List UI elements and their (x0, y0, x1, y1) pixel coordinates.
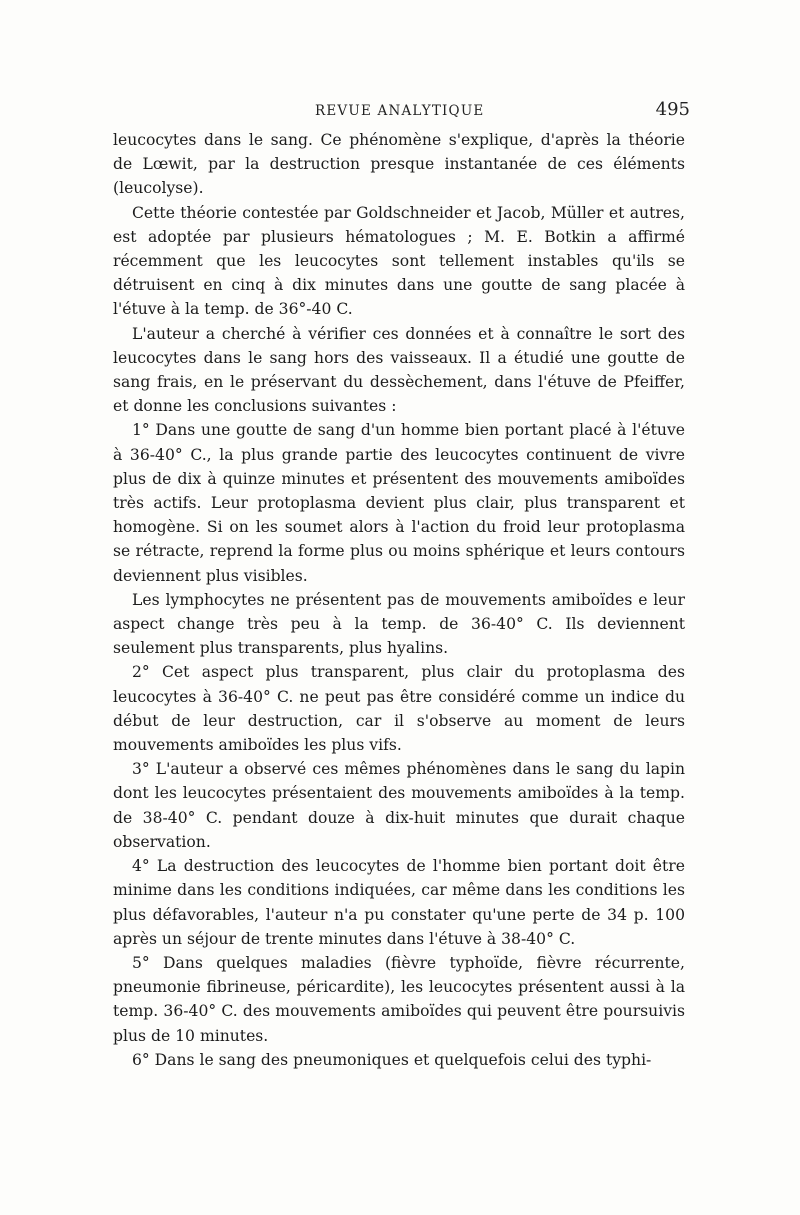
page-number: 495 (655, 99, 690, 120)
article-body (113, 128, 685, 1072)
paragraph-author-method: L'auteur a cherché à vérifier ces données et à connaître le sort des leucocytes dans le sang hors des vaisseaux. Il a étudié une goutte de sang frais, en le préservant du dessèchement, dans l'étuve de Pfeiffer, et donne les conclusions suivantes : (113, 324, 685, 416)
paragraph-conclusion-5: 5° Dans quelques maladies (fièvre typhoïde, fièvre récurrente, pneumonie fibrineuse, péricardite), les leucocytes présentent aussi à la temp. 36-40° C. des mouvements amiboïdes qui peuvent être poursuivis plus de 10 minutes. (113, 953, 685, 1045)
running-header (100, 99, 690, 125)
paragraph-lymphocytes: Les lymphocytes ne présentent pas de mouvements amiboïdes e leur aspect change très peu à la temp. de 36-40° C. Ils deviennent seulement plus transparents, plus hyalins. (113, 590, 685, 658)
paragraph-conclusion-3: 3° L'auteur a observé ces mêmes phénomènes dans le sang du lapin dont les leucocytes présentaient des mouvements amiboïdes à la temp. de 38-40° C. pendant douze à dix-huit minutes que durait chaque observation. (113, 760, 685, 851)
paragraph-conclusion-6: 6° Dans le sang des pneumoniques et quelquefois celui des typhi- (132, 1050, 652, 1069)
paragraph-theory: Cette théorie contestée par Goldschneider et Jacob, Müller et autres, est adoptée par plusieurs hématologues ; M. E. Botkin a affirmé récemment que les leucocytes sont tellement instables qu'ils se détruisent en cinq à dix minutes dans une goutte de sang placée à l'étuve à la temp. de 36°-40 C. (113, 203, 685, 319)
paragraph-conclusion-1: 1° Dans une goutte de sang d'un homme bien portant placé à l'étuve à 36-40° C., la plus grande partie des leucocytes continuent de vivre plus de dix à quinze minutes et présentent des mouvements amiboïdes très actifs. Leur protoplasma devient plus clair, plus transparent et homogène. Si on les soumet alors à l'action du froid leur protoplasma se rétracte, reprend la forme plus ou moins sphérique et leurs contours deviennent plus visibles. (113, 421, 685, 585)
paragraph-continuation: leucocytes dans le sang. Ce phénomène s'explique, d'après la théorie de Lœwit, par la destruction presque instantanée de ces éléments (leucolyse). (113, 131, 685, 198)
paragraph-conclusion-4: 4° La destruction des leucocytes de l'homme bien portant doit être minime dans les conditions indiquées, car même dans les conditions les plus défavorables, l'auteur n'a pu constater qu'une perte de 34 p. 100 après un séjour de trente minutes dans l'étuve à 38-40° C. (113, 857, 685, 948)
paragraph-conclusion-2: 2° Cet aspect plus transparent, plus clair du protoplasma des leucocytes à 36-40° C. ne peut pas être considéré comme un indice du début de leur destruction, car il s'observe au moment de leurs mouvements amiboïdes les plus vifs. (113, 663, 685, 755)
running-title: REVUE ANALYTIQUE (315, 103, 485, 119)
